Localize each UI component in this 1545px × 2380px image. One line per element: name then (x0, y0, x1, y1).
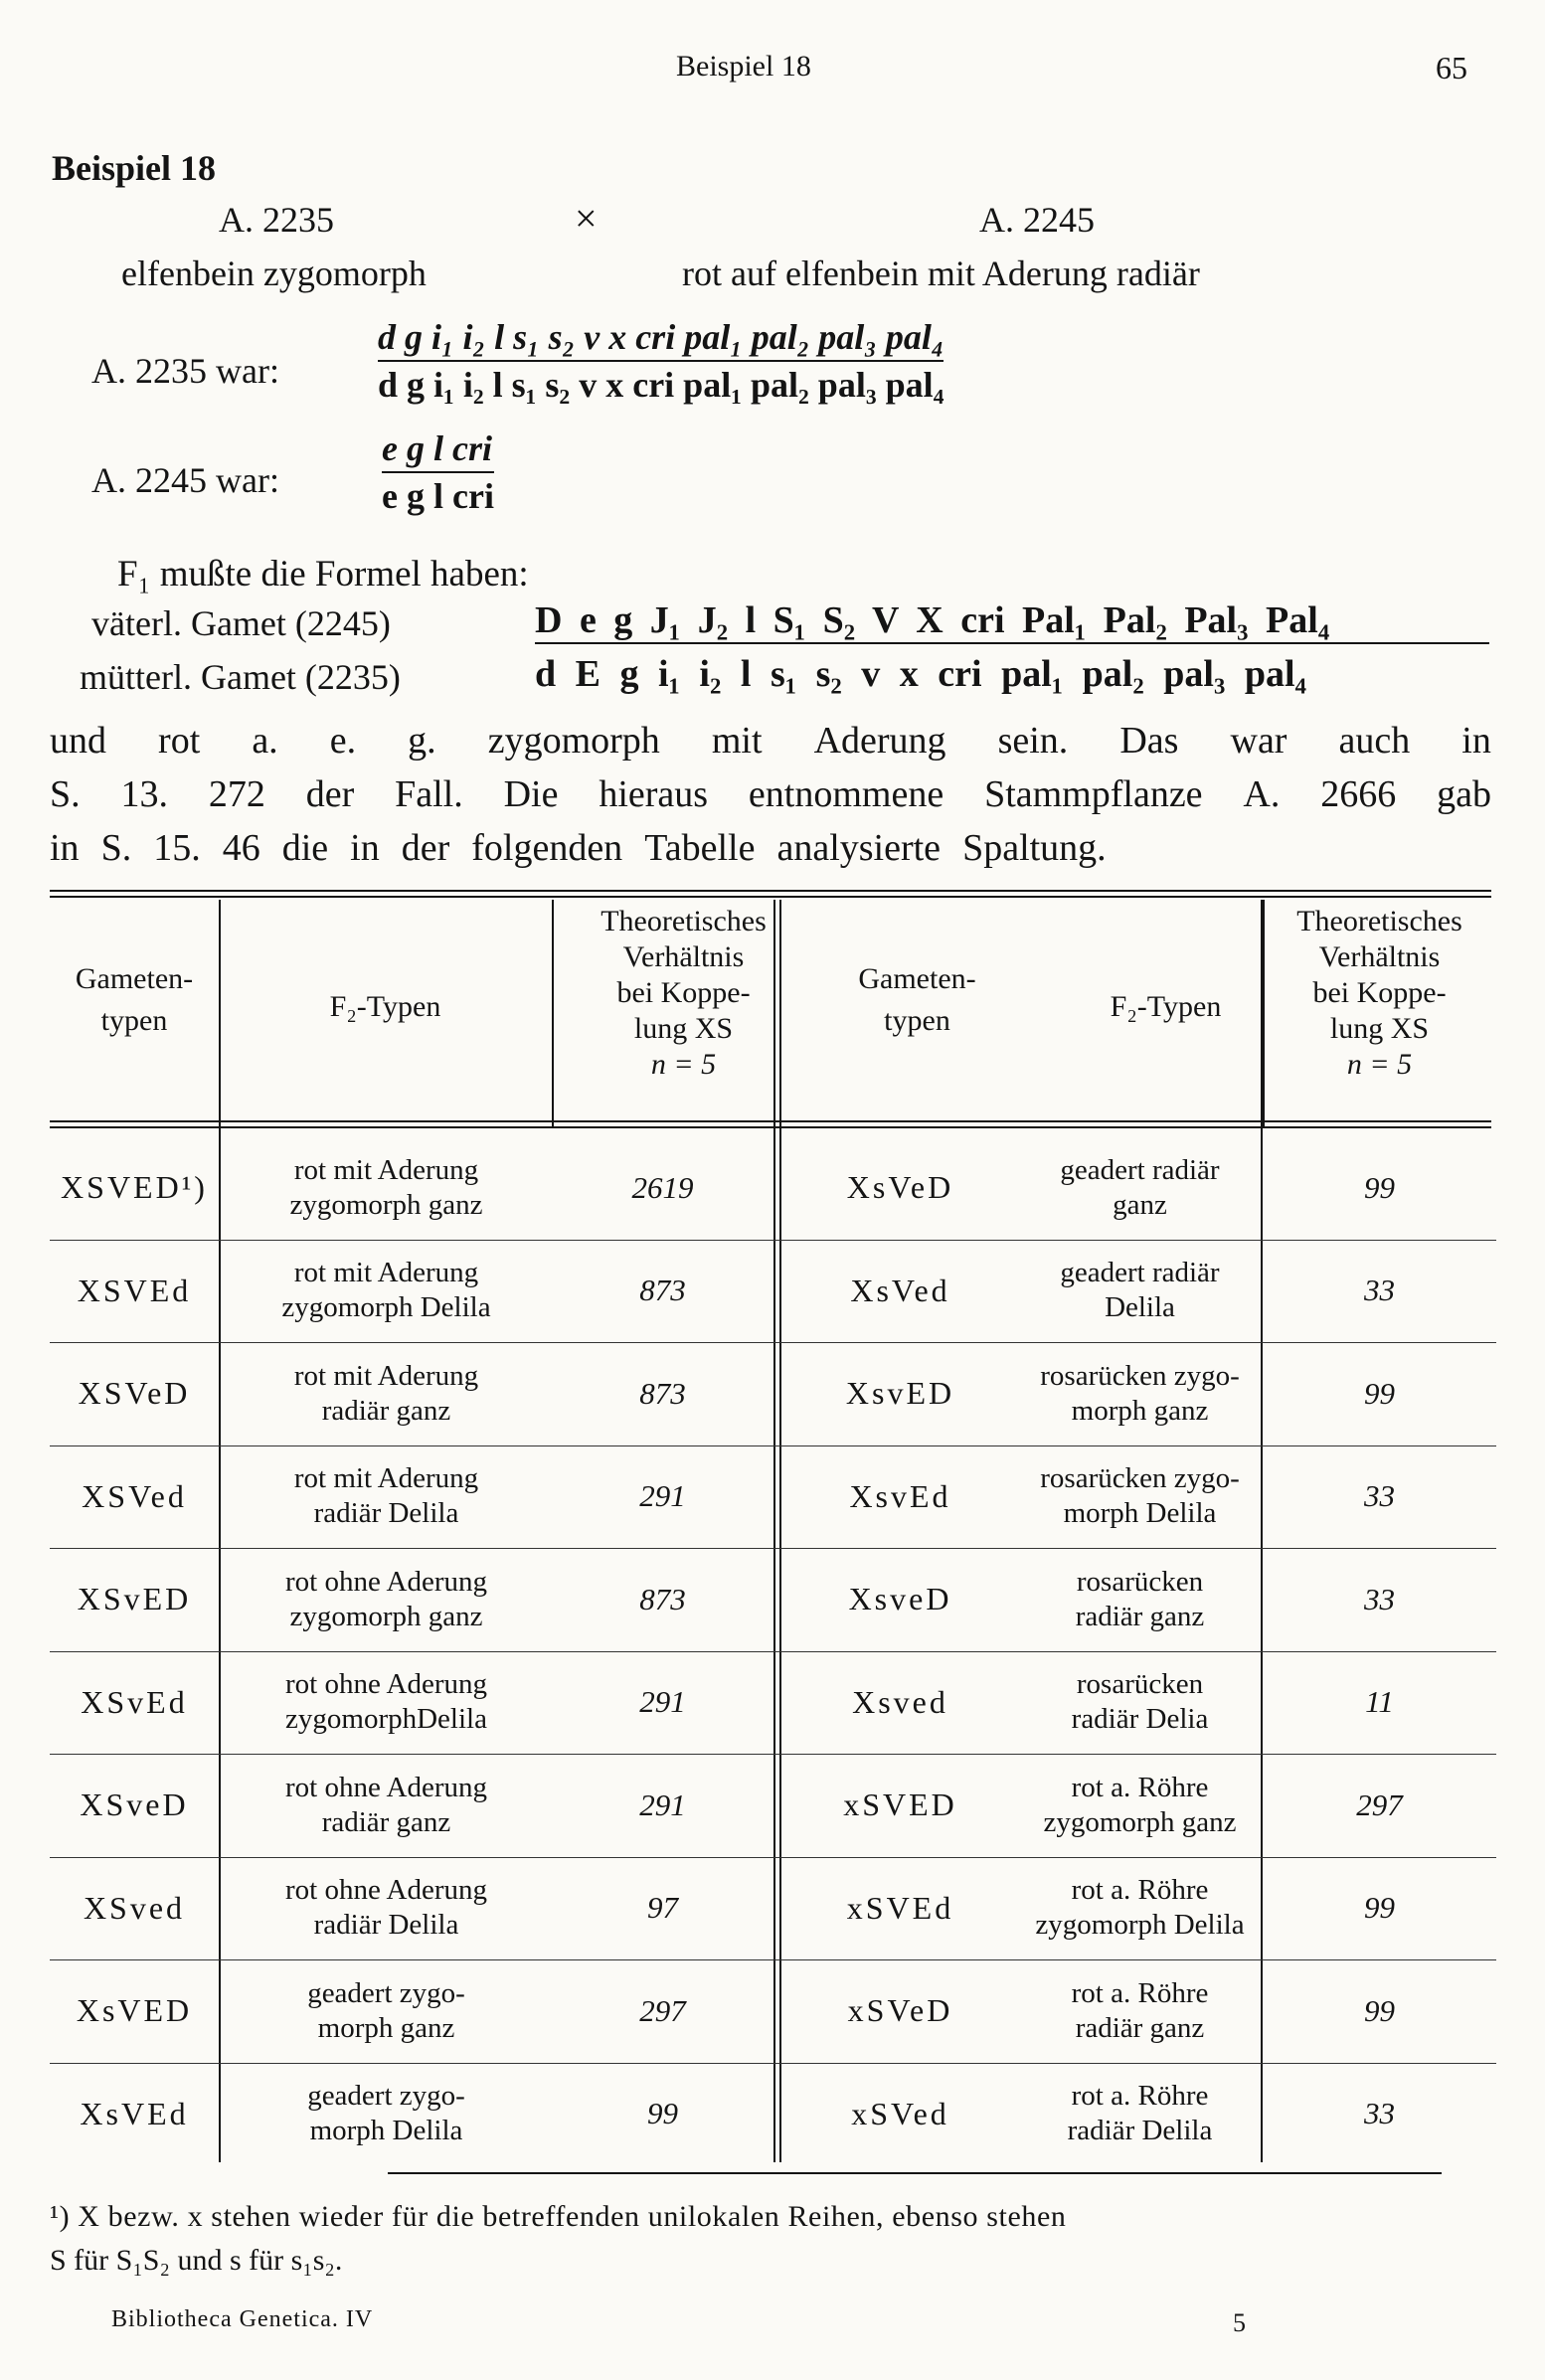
f2-type-cell (221, 1651, 552, 1755)
cross-right-desc: rot auf elfenbein mit Aderung radiär (682, 254, 1200, 293)
paragraph-word: der (401, 827, 450, 869)
f2-type-line: rot a. Röhre (1071, 1874, 1209, 1907)
page-number: 65 (1436, 50, 1467, 85)
paragraph-word: die (281, 827, 329, 869)
header-ratio-line1: Theoretisches (601, 905, 767, 937)
cross-right-id: A. 2245 (979, 200, 1095, 240)
signature-mark: 5 (1233, 2308, 1246, 2337)
ratio-value-right: 99 (1364, 1375, 1395, 1411)
formula-1-denominator: d g i₁ i₂ l s₁ s₂ v x cri pal₁ pal₂ pal₃ pal₄ (378, 365, 944, 405)
f2-type-cell (1019, 1959, 1261, 2063)
paragraph-word: in (350, 827, 380, 869)
header-ratio-line5: n = 5 (650, 1048, 717, 1081)
paragraph-word: 2666 (1320, 773, 1397, 815)
f2-type-line: rot mit Aderung (293, 1462, 479, 1495)
f2-type-cell (1019, 1754, 1261, 1857)
header-ratio-line4: lung XS (633, 1012, 734, 1045)
f2-type-cell (1019, 1548, 1261, 1651)
paragraph-line (50, 767, 1491, 821)
f2-type-cell (221, 1857, 552, 1960)
paragraph-word: 272 (208, 773, 265, 815)
ratio-value-right: 33 (1364, 1273, 1395, 1308)
ratio-value-left: 291 (639, 1478, 686, 1514)
header-bottom-rule-2 (50, 1126, 1491, 1128)
f2-type-line: geadert zygo- (307, 1976, 465, 2009)
paragraph-word: S. (100, 827, 132, 869)
f2-type-cell (221, 1136, 552, 1240)
f2-type-line: zygomorphDelila (285, 1703, 487, 1736)
header-gametes-line2: typen (100, 1004, 168, 1037)
ratio-value-left: 99 (647, 2096, 678, 2131)
maternal-gamete-label: mütterl. Gamet (2235) (80, 657, 401, 697)
ratio-value-left: 291 (639, 1786, 686, 1822)
gamete-type-right: XsvED (845, 1375, 955, 1412)
header-gametes-line1: Gameten- (858, 962, 976, 995)
f2-type-line: rot a. Röhre (1071, 1771, 1209, 1803)
paternal-gamete-formula: D e g J₁ J₂ l S₁ S₂ V X cri Pal₁ Pal₂ Pal₃ Pal₄ (535, 599, 1330, 641)
f2-type-cell (221, 1445, 552, 1549)
gamete-type-right: xSVEd (846, 1889, 954, 1926)
paragraph-word: Tabelle (644, 827, 756, 869)
f2-type-line: morph Delila (1063, 1497, 1217, 1530)
paragraph-word: Die (503, 773, 559, 815)
gamete-type-left: XSVED¹) (61, 1169, 208, 1206)
ratio-value-right: 99 (1364, 1992, 1395, 2028)
paragraph-word: S. (50, 773, 81, 815)
ratio-value-left: 2619 (631, 1169, 694, 1205)
ratio-value-left: 873 (639, 1375, 686, 1411)
paragraph-word: zygomorph (487, 720, 660, 762)
ratio-value-left: 873 (639, 1273, 686, 1308)
paragraph-word: Stammpflanze (984, 773, 1203, 815)
header-types-right: F₂-Typen (1110, 990, 1222, 1023)
paragraph-word: war (1230, 720, 1288, 762)
f2-type-line: rot ohne Aderung (285, 1771, 487, 1803)
header-ratio-line3: bei Koppe- (616, 976, 751, 1009)
paragraph-word: rot (158, 720, 201, 762)
vline-mid-1 (773, 900, 775, 2162)
gamete-type-left: XsVEd (80, 2095, 189, 2131)
paragraph-word: Fall. (395, 773, 463, 815)
f2-type-line: rot mit Aderung (293, 1153, 479, 1186)
f2-type-cell (221, 1240, 552, 1343)
header-gametes-line1: Gameten- (75, 962, 194, 995)
f2-type-line: radiär Delila (1067, 2115, 1213, 2147)
f2-type-line: radiär ganz (1075, 2011, 1205, 2044)
paternal-gamete-label: väterl. Gamet (2245) (91, 603, 391, 643)
paragraph-word: Das (1119, 720, 1179, 762)
f2-type-line: rosarücken (1076, 1668, 1204, 1701)
gamete-type-left: XSVEd (77, 1272, 192, 1308)
f2-type-line: zygomorph ganz (289, 1188, 483, 1221)
gamete-type-right: xSVED (843, 1786, 957, 1823)
f2-type-cell (1019, 1136, 1261, 1240)
cross-left-desc: elfenbein zygomorph (121, 254, 427, 293)
gamete-type-left: XSVed (82, 1477, 187, 1514)
f2-type-line: rot mit Aderung (293, 1257, 479, 1289)
header-ratio-line4: lung XS (1329, 1012, 1430, 1045)
gamete-divider (535, 642, 1489, 644)
gamete-type-left: XSveD (80, 1786, 189, 1823)
paragraph-word: A. (1243, 773, 1281, 815)
paragraph-word: in (1461, 720, 1491, 762)
f2-type-line: rot mit Aderung (293, 1359, 479, 1392)
paragraph-line (50, 714, 1491, 767)
header-ratio-line1: Theoretisches (1296, 905, 1462, 937)
paragraph-word: 13. (120, 773, 168, 815)
gamete-type-right: xSVeD (847, 1992, 953, 2029)
f2-type-line: rot ohne Aderung (285, 1668, 487, 1701)
paragraph-word: g. (408, 720, 436, 762)
f2-type-cell (221, 1548, 552, 1651)
paragraph-word: der (305, 773, 355, 815)
maternal-gamete-formula: d E g i₁ i₂ l s₁ s₂ v x cri pal₁ pal₂ pal₃ pal₄ (535, 653, 1306, 695)
formula-2-label: A. 2245 war: (91, 460, 279, 500)
body-paragraph (50, 714, 1491, 875)
ratio-value-right: 297 (1356, 1786, 1403, 1822)
f2-type-cell (1019, 1240, 1261, 1343)
f2-type-line: radiär ganz (321, 1805, 451, 1838)
formula-2 (382, 427, 494, 517)
paragraph-word: auch (1338, 720, 1411, 762)
paragraph-word: analysierte (776, 827, 942, 869)
header-ratio-line2: Verhältnis (622, 940, 745, 973)
gamete-type-right: XsvEd (849, 1477, 951, 1514)
paragraph-word: e. (329, 720, 357, 762)
f2-type-line: rosarücken zygo- (1040, 1359, 1240, 1392)
f2-type-line: radiär Delila (313, 1497, 459, 1530)
gamete-type-left: XSved (83, 1889, 186, 1926)
ratio-value-right: 33 (1364, 1581, 1395, 1616)
f2-type-cell (221, 2063, 552, 2166)
formula-2-denominator: e g l cri (382, 476, 494, 516)
f2-type-line: Delila (1105, 1291, 1175, 1324)
cross-symbol: × (575, 196, 598, 241)
f2-type-line: rot a. Röhre (1071, 2080, 1209, 2113)
paragraph-line (50, 821, 1491, 875)
f2-type-line: zygomorph Delila (1035, 1909, 1245, 1942)
f2-type-line: zygomorph ganz (1043, 1805, 1237, 1838)
header-ratio-line3: bei Koppe- (1312, 976, 1447, 1009)
formula-1-label: A. 2235 war: (91, 351, 279, 391)
table-bottom-rule (388, 2172, 1442, 2174)
header-ratio-left (552, 904, 815, 1083)
formula-1-bar (378, 360, 944, 362)
paragraph-word: a. (252, 720, 278, 762)
formula-1-numerator: d g i₁ i₂ l s₁ s₂ v x cri pal₁ pal₂ pal₃ pal₄ (378, 317, 944, 357)
f2-type-line: radiär Delila (313, 1909, 459, 1942)
gamete-type-right: xSVed (851, 2095, 949, 2131)
f2-type-line: zygomorph Delila (281, 1291, 491, 1324)
paragraph-word: mit (711, 720, 763, 762)
paragraph-word: sein. (997, 720, 1069, 762)
gamete-type-left: XSVeD (78, 1375, 191, 1412)
gamete-type-right: Xsved (852, 1683, 948, 1720)
paragraph-word: folgenden (471, 827, 623, 869)
f2-type-cell (1019, 1342, 1261, 1445)
header-gametes-right (815, 961, 1019, 1039)
footnote (50, 2195, 1491, 2283)
f2-type-line: morph ganz (1071, 1394, 1209, 1427)
f2-type-line: geadert zygo- (307, 2080, 465, 2113)
f2-type-line: radiär Delia (1071, 1703, 1209, 1736)
ratio-value-right: 99 (1364, 1169, 1395, 1205)
paragraph-word: gab (1437, 773, 1491, 815)
header-gametes-line2: typen (884, 1004, 950, 1037)
header-types-left: F₂-Typen (329, 990, 441, 1023)
section-heading: Beispiel 18 (52, 148, 217, 188)
gamete-type-left: XSvEd (81, 1683, 188, 1720)
f2-type-cell (1019, 1857, 1261, 1960)
table-top-rule (50, 890, 1491, 892)
gamete-type-right: XsVed (850, 1272, 950, 1308)
f2-type-line: zygomorph ganz (289, 1600, 483, 1632)
formula-1 (378, 316, 944, 406)
f2-type-line: rot ohne Aderung (285, 1565, 487, 1598)
table-top-rule-2 (50, 896, 1491, 898)
gamete-type-right: XsVeD (846, 1169, 954, 1206)
formula-2-bar (382, 471, 494, 473)
paragraph-word: in (50, 827, 80, 869)
gamete-type-left: XsVED (76, 1992, 193, 2029)
ratio-value-right: 33 (1364, 1478, 1395, 1514)
vline-left-2 (552, 900, 554, 1126)
segregation-table (50, 890, 1491, 2192)
f2-type-line: rot a. Röhre (1071, 1976, 1209, 2009)
vline-right-2 (1263, 900, 1265, 1126)
f2-type-line: geadert radiär (1060, 1153, 1220, 1186)
ratio-value-right: 99 (1364, 1890, 1395, 1926)
paragraph-word: entnommene (748, 773, 944, 815)
f2-type-line: morph ganz (317, 2011, 455, 2044)
header-gametes-left (50, 961, 219, 1039)
f2-type-cell (221, 1754, 552, 1857)
paragraph-word: 46 (222, 827, 260, 869)
gamete-type-left: XSvED (77, 1581, 192, 1617)
running-title: Beispiel 18 (676, 50, 811, 83)
f1-intro: F₁ mußte die Formel haben: (117, 554, 529, 595)
formula-2-numerator: e g l cri (382, 428, 492, 468)
f2-type-line: rot ohne Aderung (285, 1874, 487, 1907)
f2-type-line: radiär ganz (321, 1394, 451, 1427)
f2-type-cell (1019, 1445, 1261, 1549)
ratio-value-left: 873 (639, 1581, 686, 1616)
ratio-value-left: 297 (639, 1992, 686, 2028)
f2-type-cell (1019, 2063, 1261, 2166)
header-ratio-line5: n = 5 (1346, 1048, 1413, 1081)
gamete-type-right: XsveD (848, 1581, 952, 1617)
header-ratio-line2: Verhältnis (1318, 940, 1441, 973)
paragraph-word: Aderung (813, 720, 946, 762)
f2-type-line: radiär ganz (1075, 1600, 1205, 1632)
journal-footer: Bibliotheca Genetica. IV (111, 2306, 374, 2332)
paragraph-word: 15. (153, 827, 201, 869)
footnote-line-1: ¹) X bezw. x stehen wieder für die betreffenden unilokalen Reihen, ebenso stehen (50, 2200, 1067, 2233)
paragraph-word: hieraus (599, 773, 709, 815)
ratio-value-left: 291 (639, 1684, 686, 1720)
ratio-value-right: 33 (1364, 2096, 1395, 2131)
f2-type-cell (1019, 1651, 1261, 1755)
paragraph-word: Spaltung. (962, 827, 1107, 869)
ratio-value-right: 11 (1365, 1684, 1394, 1720)
f2-type-line: rosarücken (1076, 1565, 1204, 1598)
paragraph-word: und (50, 720, 106, 762)
f2-type-line: rosarücken zygo- (1040, 1462, 1240, 1495)
f2-type-line: ganz (1113, 1188, 1167, 1221)
f2-type-line: geadert radiär (1060, 1257, 1220, 1289)
f2-type-cell (221, 1342, 552, 1445)
f2-type-cell (221, 1959, 552, 2063)
ratio-value-left: 97 (647, 1890, 678, 1926)
f2-type-line: morph Delila (309, 2115, 463, 2147)
header-bottom-rule (50, 1120, 1491, 1122)
header-ratio-right (1263, 904, 1496, 1083)
cross-left-id: A. 2235 (219, 200, 334, 240)
footnote-line-2: S für S₁S₂ und s für s₁s₂. (50, 2244, 343, 2277)
